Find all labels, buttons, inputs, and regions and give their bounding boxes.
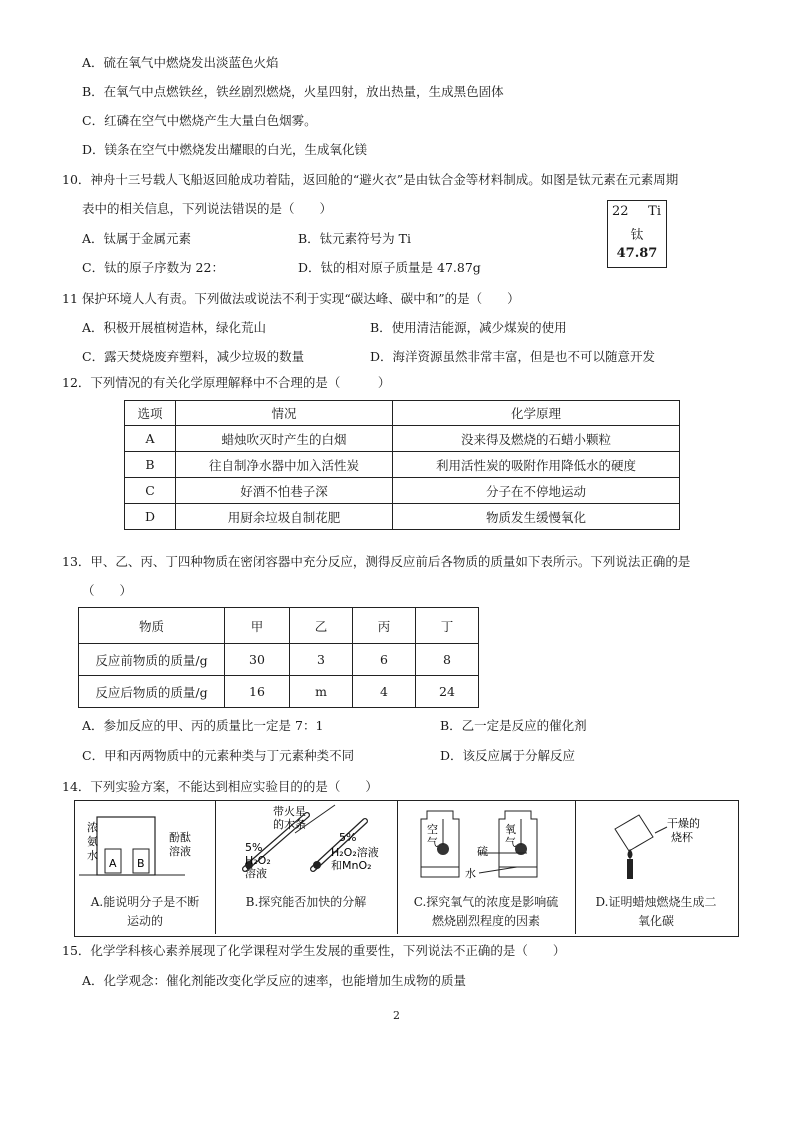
label-glowing-splint-2: 的木条 <box>273 818 306 831</box>
q10-stem-line1: 10．神舟十三号载人飞船返回舱成功着陆，返回舱的“避火衣”是由钛合金等材料制成。如图是钛元素在元素周期 <box>62 172 679 187</box>
atomic-number: 22 <box>612 204 629 219</box>
q13-cell: 8 <box>416 644 479 676</box>
q13-cell: 反应前物质的质量/g <box>79 644 225 676</box>
label-air-2: 气 <box>427 836 438 849</box>
label-glowing-splint-1: 带火星 <box>273 805 306 818</box>
beaker-a-label: A <box>109 857 117 870</box>
q15-option-a: A．化学观念：催化剂能改变化学反应的速率，也能增加生成物的质量 <box>82 973 467 988</box>
q12-header-situation: 情况 <box>176 401 393 426</box>
q11-option-d: D．海洋资源虽然非常丰富，但是也不可以随意开发 <box>370 349 656 364</box>
label-h2o2-b: H₂O₂溶液 <box>331 846 379 859</box>
caption-d-line1: D.证明蜡烛燃烧生成二 <box>595 895 717 909</box>
experiment-c <box>397 801 576 934</box>
q10-stem-line2: 表中的相关信息，下列说法错误的是（ ） <box>82 201 333 216</box>
label-phenolphthalein-1: 酚酞 <box>169 831 191 844</box>
q10-option-a: A．钛属于金属元素 <box>82 231 192 246</box>
q12-cell: 好酒不怕巷子深 <box>176 478 393 504</box>
q13-table <box>78 607 479 708</box>
q11-option-a: A．积极开展植树造林，绿化荒山 <box>82 320 267 335</box>
q14-stem: 14．下列实验方案，不能达到相应实验目的的是（ ） <box>62 779 378 794</box>
experiment-b <box>215 801 398 934</box>
q11-option-c: C．露天焚烧废弃塑料，减少垃圾的数量 <box>82 349 305 364</box>
q12-cell: 利用活性炭的吸附作用降低水的硬度 <box>393 452 680 478</box>
q13-header: 丙 <box>353 608 416 644</box>
q10-option-d: D．钛的相对原子质量是 47.87g <box>298 260 481 275</box>
q12-cell: 用厨余垃圾自制花肥 <box>176 504 393 530</box>
q12-cell: 分子在不停地运动 <box>393 478 680 504</box>
element-name: 钛 <box>630 228 644 243</box>
label-dry-beaker-1: 干燥的 <box>667 817 700 830</box>
q13-option-b: B．乙一定是反应的催化剂 <box>440 718 587 733</box>
caption-a-line2: 运动的 <box>126 914 163 928</box>
q13-option-c: C．甲和丙两物质中的元素种类与丁元素种类不同 <box>82 748 355 763</box>
q12-header-principle: 化学原理 <box>393 401 680 426</box>
label-phenolphthalein-2: 溶液 <box>169 845 191 858</box>
label-sulfur: 硫 <box>477 845 488 858</box>
q9-option-c: C．红磷在空气中燃烧产生大量白色烟雾。 <box>82 113 317 128</box>
q13-header: 甲 <box>225 608 290 644</box>
q12-table <box>124 400 680 530</box>
label-dry-beaker-2: 烧杯 <box>671 831 693 844</box>
element-symbol: Ti <box>648 204 661 219</box>
q12-cell: 往自制净水器中加入活性炭 <box>176 452 393 478</box>
label-h2o2-a: H₂O₂ <box>245 854 271 867</box>
q9-option-d: D．镁条在空气中燃烧发出耀眼的白光，生成氧化镁 <box>82 142 368 157</box>
q13-stem-line2: （ ） <box>82 583 133 598</box>
label-pct-2: 5% <box>339 831 357 844</box>
q13-stem-line1: 13．甲、乙、丙、丁四种物质在密闭容器中充分反应，测得反应前后各物质的质量如下表所示。下列说法正确的是 <box>62 554 691 569</box>
q13-option-d: D．该反应属于分解反应 <box>440 748 576 763</box>
q12-cell: 蜡烛吹灭时产生的白烟 <box>176 426 393 452</box>
q13-cell: m <box>290 676 353 708</box>
caption-d-line2: 氧化碳 <box>637 914 674 928</box>
caption-c-line2: 燃烧剧烈程度的因素 <box>431 914 540 928</box>
q9-option-a: A．硫在氧气中燃烧发出淡蓝色火焰 <box>82 55 279 70</box>
q13-cell: 24 <box>416 676 479 708</box>
q13-cell: 6 <box>353 644 416 676</box>
q12-cell: C <box>125 478 176 504</box>
label-ammonia-3: 水 <box>87 849 98 862</box>
caption-a-line1: A.能说明分子是不断 <box>90 895 200 909</box>
q12-cell: D <box>125 504 176 530</box>
label-water: 水 <box>465 867 476 880</box>
q13-header: 乙 <box>290 608 353 644</box>
q15-stem: 15．化学学科核心素养展现了化学课程对学生发展的重要性，下列说法不正确的是（ ） <box>62 943 566 958</box>
hydrogen-peroxide-diagram <box>215 801 397 893</box>
label-ammonia-2: 氨 <box>87 835 98 848</box>
label-oxygen-2: 气 <box>505 836 516 849</box>
q12-stem: 12．下列情况的有关化学原理解释中不合理的是（ ） <box>62 375 391 390</box>
page-number: 2 <box>393 1009 400 1022</box>
q10-option-b: B．钛元素符号为 Ti <box>298 231 411 246</box>
q13-option-a: A．参加反应的甲、丙的质量比一定是 7：1 <box>82 718 324 733</box>
sulfur-combustion-diagram <box>397 801 575 893</box>
candle-beaker-diagram <box>575 801 737 893</box>
q13-cell: 16 <box>225 676 290 708</box>
titanium-element-card <box>607 200 667 268</box>
label-solution-1: 溶液 <box>245 867 267 880</box>
q12-cell: A <box>125 426 176 452</box>
q12-header-option: 选项 <box>125 401 176 426</box>
caption-c-line1: C.探究氧气的浓度是影响硫 <box>413 895 559 909</box>
q11-stem: 11 保护环境人人有责。下列做法或说法不利于实现“碳达峰、碳中和”的是（ ） <box>62 291 520 306</box>
q13-cell: 反应后物质的质量/g <box>79 676 225 708</box>
label-oxygen-1: 氧 <box>505 823 516 836</box>
q13-header: 物质 <box>79 608 225 644</box>
q10-option-c: C．钛的原子序数为 22： <box>82 260 224 275</box>
q12-cell: 没来得及燃烧的石蜡小颗粒 <box>393 426 680 452</box>
q12-cell: B <box>125 452 176 478</box>
beaker-b-label: B <box>137 857 145 870</box>
experiment-d <box>575 801 737 934</box>
label-ammonia-1: 浓 <box>87 821 98 834</box>
ammonia-diffusion-diagram <box>75 801 215 893</box>
q11-option-b: B．使用清洁能源，减少煤炭的使用 <box>370 320 567 335</box>
atomic-mass: 47.87 <box>616 246 658 261</box>
label-mno2: 和MnO₂ <box>331 859 372 872</box>
q9-option-b: B．在氧气中点燃铁丝，铁丝剧烈燃烧，火星四射，放出热量，生成黑色固体 <box>82 84 504 99</box>
q13-header: 丁 <box>416 608 479 644</box>
experiment-a <box>75 801 216 934</box>
q12-cell: 物质发生缓慢氧化 <box>393 504 680 530</box>
q13-cell: 3 <box>290 644 353 676</box>
label-pct-1: 5% <box>245 841 263 854</box>
label-air-1: 空 <box>427 823 438 836</box>
q14-experiment-table <box>74 800 739 937</box>
caption-b-line1: B.探究能否加快的分解 <box>245 895 367 909</box>
q13-cell: 4 <box>353 676 416 708</box>
q13-cell: 30 <box>225 644 290 676</box>
